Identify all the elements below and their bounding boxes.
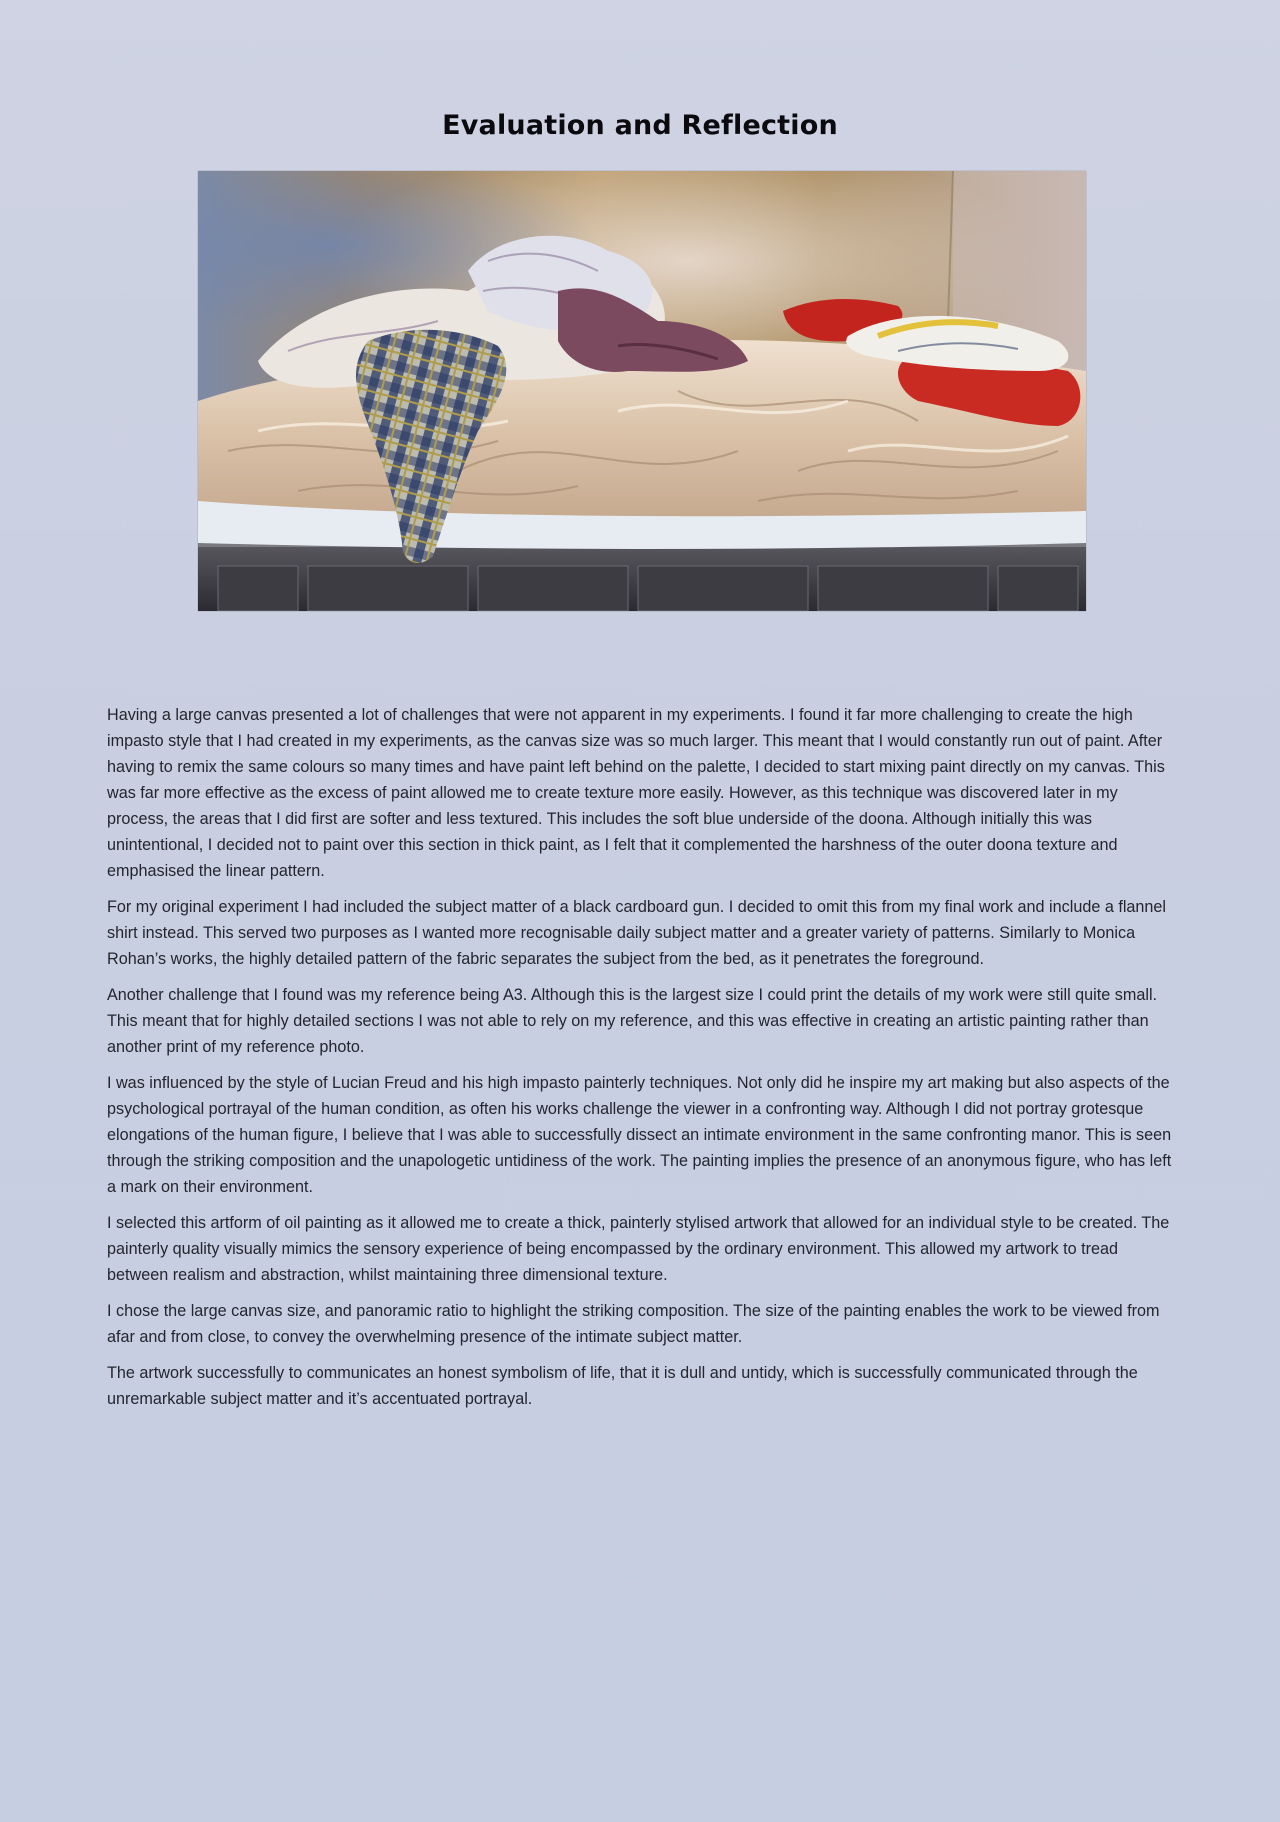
paragraph: I was influenced by the style of Lucian Freud and his high impasto painterly techniques. Not only did he inspire my art making but also aspects of the psychological portrayal of the human condition, as often his works challenge the viewer in a confronting way. Although I did not portray grotesque elongations of the human figure, I believe that I was able to successfully dissect an intimate environment in the same confronting manor. This is seen through the striking composition and the unapologetic untidiness of the work. The painting implies the presence of an anonymous figure, who has left a mark on their environment. <box>107 1074 1172 1196</box>
page-title: Evaluation and Reflection <box>442 110 838 141</box>
paragraph: I selected this artform of oil painting as it allowed me to create a thick, painterly stylised artwork that allowed for an individual style to be created. The painterly quality visually mimics the sensory experience of being encompassed by the ordinary environment. This allowed my artwork to tread between realism and abstraction, whilst maintaining three dimensional texture. <box>107 1214 1170 1284</box>
body-text <box>107 702 1183 1422</box>
paragraph: I chose the large canvas size, and panoramic ratio to highlight the striking composition. The size of the painting enables the work to be viewed from afar and from close, to convey the overwhelming presence of the intimate subject matter. <box>107 1302 1160 1346</box>
artwork-image <box>198 171 1086 611</box>
paragraph: Having a large canvas presented a lot of challenges that were not apparent in my experiments. I found it far more challenging to create the high impasto style that I had created in my experiments, as the canvas size was so much larger. This meant that I would constantly run out of paint. After having to remix the same colours so many times and have paint left behind on the palette, I decided to start mixing paint directly on my canvas. This was far more effective as the excess of paint allowed me to create texture more easily. However, as this technique was discovered later in my process, the areas that I did first are softer and less textured. This includes the soft blue underside of the doona. Although initially this was unintentional, I decided not to paint over this section in thick paint, as I felt that it complemented the harshness of the outer doona texture and emphasised the linear pattern. <box>107 706 1165 880</box>
paragraph: The artwork successfully to communicates an honest symbolism of life, that it is dull and untidy, which is successfully communicated through the unremarkable subject matter and it’s accentuated portrayal. <box>107 1364 1138 1408</box>
paragraph: For my original experiment I had included the subject matter of a black cardboard gun. I decided to omit this from my final work and include a flannel shirt instead. This served two purposes as I wanted more recognisable daily subject matter and a greater variety of patterns. Similarly to Monica Rohan’s works, the highly detailed pattern of the fabric separates the subject from the bed, as it penetrates the foreground. <box>107 898 1167 968</box>
paragraph: Another challenge that I found was my reference being A3. Although this is the largest size I could print the details of my work were still quite small. This meant that for highly detailed sections I was not able to rely on my reference, and this was effective in creating an artistic painting rather than another print of my reference photo. <box>107 986 1158 1056</box>
